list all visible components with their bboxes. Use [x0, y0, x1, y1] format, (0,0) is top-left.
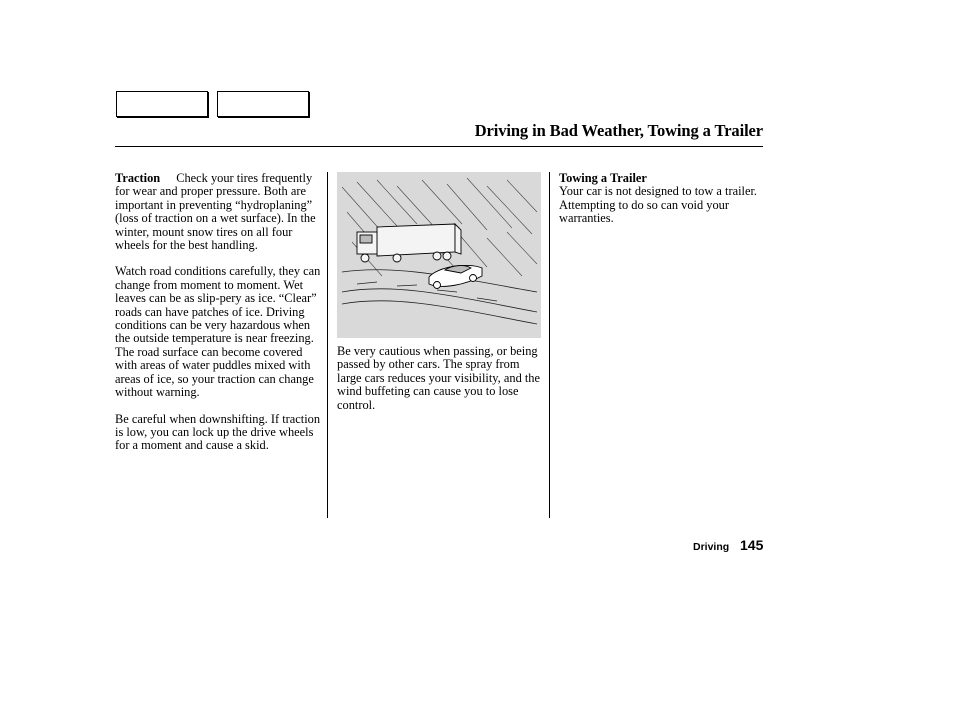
traction-intro: Check your tires	[176, 171, 259, 185]
column-divider-right	[549, 172, 550, 518]
traction-paragraph	[115, 172, 321, 252]
footer-section-label: Driving	[693, 541, 730, 553]
column-right	[559, 172, 763, 239]
traction-body: frequently for wear and proper pressure. Both are important in preventing “hydroplaning” (loss of traction on a wet surface). In the winter, mount snow tires on all four wheels for the best handling.	[115, 171, 316, 253]
title-rule	[115, 146, 763, 147]
column-middle	[337, 345, 541, 425]
nav-tab-box-left[interactable]	[116, 91, 208, 117]
page-number: 145	[740, 537, 764, 553]
downshifting-paragraph: Be careful when downshifting. If traction is low, you can lock up the drive wheels for a moment and cause a skid.	[115, 411, 321, 453]
towing-heading: Towing a Trailer	[559, 171, 647, 185]
page-title: Driving in Bad Weather, Towing a Trailer	[474, 121, 763, 140]
illustration-svg	[337, 172, 541, 338]
nav-tab-box-right[interactable]	[217, 91, 309, 117]
column-left	[115, 172, 321, 466]
rain-truck-car-illustration	[337, 172, 541, 338]
passing-paragraph: Be very cautious when passing, or being passed by other cars. The spray from large cars reduces your visibility, and the wind buffeting can cause you to lose control.	[337, 344, 541, 412]
towing-paragraph: Your car is not designed to tow a trailer. Attempting to do so can void your warranties.	[559, 184, 757, 226]
column-divider-left	[327, 172, 328, 518]
road-conditions-paragraph: Watch road conditions carefully, they can change from moment to moment. Wet leaves can be as slip-pery as ice. “Clear” roads can have patches of ice. Driving conditions can be very hazardous when the outside temperature is near freezing. The road surface can become covered with areas of water puddles mixed with areas of ice, so your traction can change without warning.	[115, 264, 321, 400]
traction-heading: Traction	[115, 171, 161, 185]
